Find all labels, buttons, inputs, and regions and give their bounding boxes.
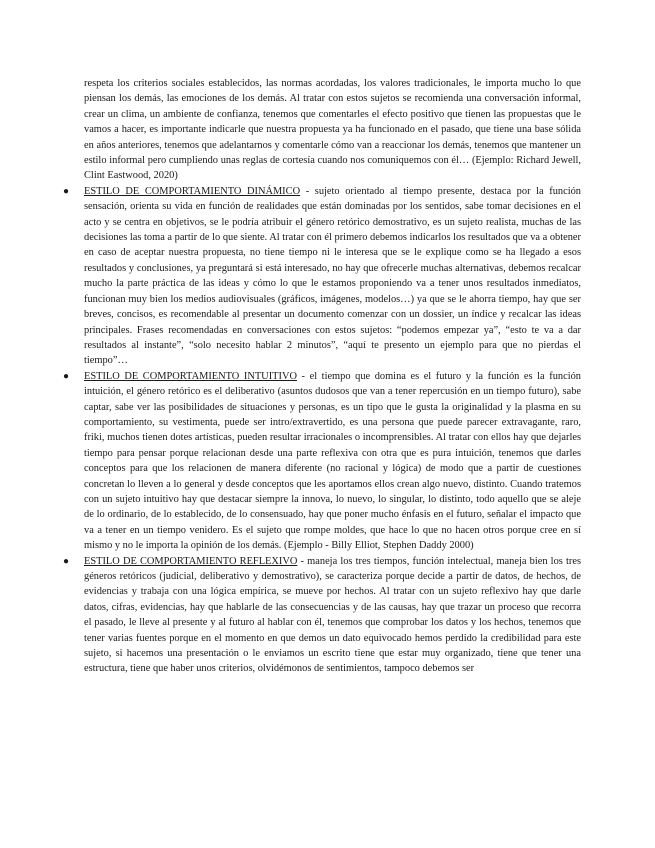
bullet-icon: ● xyxy=(63,555,70,567)
bullet-icon: ● xyxy=(63,185,70,197)
heading-reflexivo: ESTILO DE COMPORTAMIENTO REFLEXIVO xyxy=(84,555,298,567)
body-intuitivo: - el tiempo que domina es el futuro y la función es la función intuición, el género retórico es el deliberativo (asuntos dudosos que van a tener repercusión en un tiempo futuro), sabe captar, sabe ver las posibilidades de situaciones y personas, es un tipo que le gusta la originalidad y la plasma en su comportamiento, su vestimenta, puede ser intro/extravertido, es una persona que puede parecer extravagante, raro, friki, muchos tienen dotes artísticas, pueden resultar irracionales o incomprensibles. Al tratar con ellos hay que dejarles tiempo para pensar porque relacionan desde una parte reflexiva con otra que es pura intuición, tenemos que darles conceptos para que los relacionen de manera diferente (no racional y lógica) de modo que a partir de cuestiones concretan lo lleven a lo general y desde conceptos que les aportamos ellos crean algo nuevo, distinto. Cuando tratemos con un sujeto intuitivo hay que destacar siempre la innova, lo nuevo, lo singular, lo distinto, todo aquello que se aleje de lo ordinario, de lo establecido, de lo consensuado, hay que poner mucho énfasis en el futuro, señalar el impacto que va a tener en un tiempo venidero. Es el sujeto que rompe moldes, que hace lo que no hacen otros porque cree en sí mismo y no le importa la opinión de los demás. (Ejemplo - Billy Elliot, Stephen Daddy 2000) xyxy=(84,370,581,552)
list-item-intuitivo xyxy=(63,369,581,554)
intro-paragraph: respeta los criterios sociales establecidos, las normas acordadas, los valores tradicionales, le importa mucho lo que piensan los demás, las emociones de los demás. Al tratar con estos sujetos se recomienda una conversación informal, crear un clima, un ambiente de confianza, tenemos que comentarles el efecto positivo que tienen las propuestas que le vamos a hacer, es importante indicarle que nuestra propuesta ya ha funcionado en el pasado, que tiene una base sólida en años anteriores, tenemos que adelantarnos y comentarle cómo van a reaccionar los demás, tenemos que mantener un estilo informal pero cumpliendo unas reglas de cortesía cuando nos comuniquemos con él… (Ejemplo: Richard Jewell, Clint Eastwood, 2020) xyxy=(84,78,581,182)
heading-dinamico: ESTILO DE COMPORTAMIENTO DINÁMICO xyxy=(84,185,301,197)
document-page xyxy=(63,76,582,677)
body-dinamico: - sujeto orientado al tiempo presente, destaca por la función sensación, orienta su vida en función de realidades que están dominadas por los sentidos, sabe tomar decisiones en el acto y se centra en objetivos, se le podría atribuir el género retórico demostrativo, es un sujeto realista, muchas de las decisiones las toma a partir de lo que siente. Al tratar con él primero debemos indicarlos los resultados que va a obtener en caso de aceptar nuestra propuesta, no tiene tiempo ni le interesa que se le explique como se ha llegado a esos resultados y conclusiones, ya preguntará si está interesado, no hay que ofrecerle muchas alternativas, debemos recalcar mucho la parte práctica de las ideas y cómo lo que le estamos proponiendo va a tener unos resultados inmediatos, funcionan muy bien los medios audiovisuales (gráficos, imágenes, modelos…) ya que se le ahorra tiempo, hay que ser breves, concisos, es recomendable al presentar un documento comenzar con un dossier, un índice y recalcar las ideas principales. Frases recomendadas en conversaciones con estos sujetos: “podemos empezar ya”, “esto te va a dar resultados al instante”, “solo necesito hablar 2 minutos”, “aquí te presento un ejemplo para que no pierdas el tiempo”… xyxy=(84,185,582,367)
behavior-style-list xyxy=(63,184,582,677)
list-item-dinamico xyxy=(63,184,582,369)
body-reflexivo: - maneja los tres tiempos, función intelectual, maneja bien los tres géneros retóricos (judicial, deliberativo y demostrativo), se caracteriza porque decide a partir de datos, de hechos, de evidencias y trabaja con una lógica empírica, se mueve por hechos. Al tratar con un sujeto reflexivo hay que darle datos, cifras, evidencias, hay que hablarle de las consecuencias y de las causas, hay que trazar un proceso que recorra el pasado, le lleve al presente y al futuro al hablar con él, tenemos que comprobar los datos y los hechos, tenemos que tener varias fuentes porque en el momento en que demos un dato equivocado hemos perdido la credibilidad para este sujeto, si hacemos una presentación o le enviamos un escrito tiene que estar muy organizado, tiene que tener una estructura, tiene que haber unos criterios, olvidémonos de sentimientos, tampoco debemos ser xyxy=(84,555,581,675)
bullet-icon: ● xyxy=(63,370,70,382)
heading-intuitivo: ESTILO DE COMPORTAMIENTO INTUITIVO xyxy=(84,370,297,382)
list-item-reflexivo xyxy=(63,554,581,677)
